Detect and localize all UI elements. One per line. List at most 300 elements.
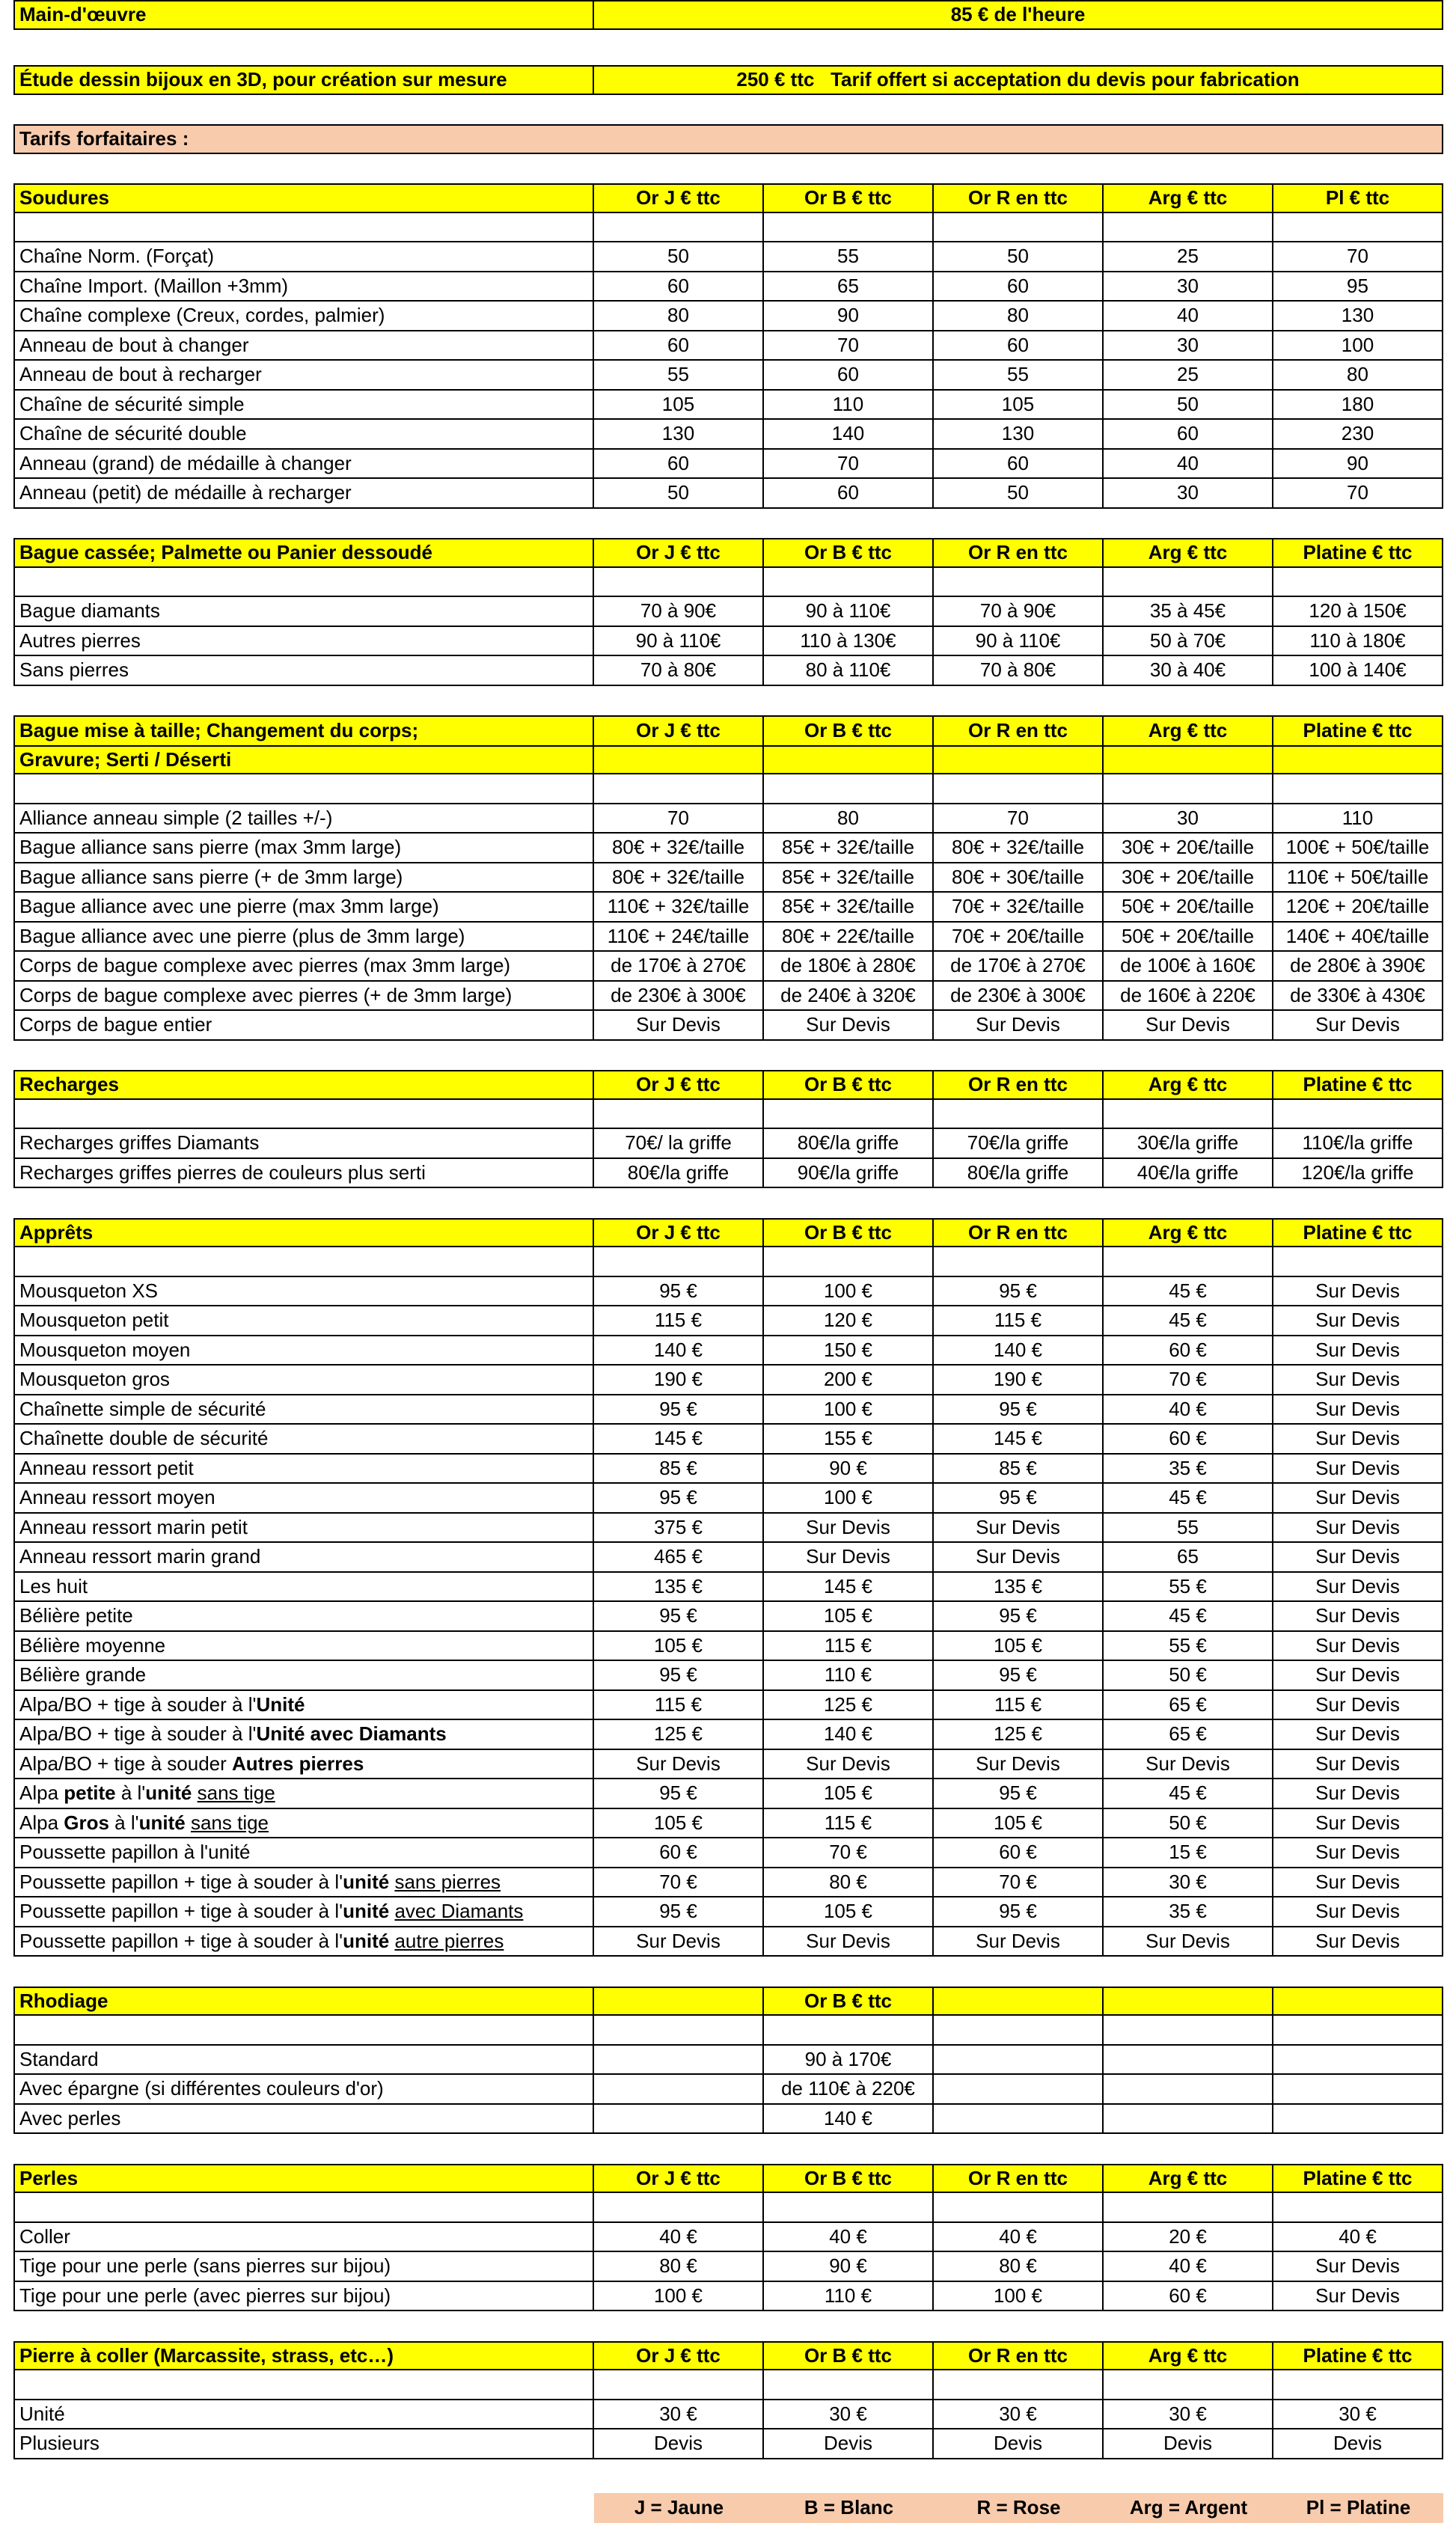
section-header-apprets bbox=[13, 1218, 1443, 1248]
price-cell: Sur Devis bbox=[1273, 1573, 1443, 1603]
row-label: Alliance anneau simple (2 tailles +/-) bbox=[13, 804, 594, 834]
price-cell: Sur Devis bbox=[764, 1011, 934, 1041]
table-row bbox=[13, 1573, 1443, 1603]
price-cell: 80 € bbox=[764, 1868, 934, 1898]
label-part: Alpa/BO + tige à souder à l' bbox=[19, 1692, 257, 1716]
price-cell: 60 € bbox=[1104, 1425, 1273, 1455]
price-cell: 30 € bbox=[1104, 2400, 1273, 2430]
price-cell: 95 € bbox=[934, 1897, 1104, 1927]
price-cell: 90 bbox=[1273, 450, 1443, 480]
price-cell: 40 bbox=[1104, 450, 1273, 480]
price-cell: 95 € bbox=[934, 1602, 1104, 1632]
empty-cell bbox=[764, 213, 934, 243]
row-label: Mousqueton moyen bbox=[13, 1336, 594, 1366]
price-cell: 70 € bbox=[934, 1868, 1104, 1898]
price-cell: 80€/la griffe bbox=[934, 1159, 1104, 1189]
row-label: Poussette papillon à l'unité bbox=[13, 1838, 594, 1868]
price-cell: 40 € bbox=[1104, 2252, 1273, 2282]
price-cell: 80 à 110€ bbox=[764, 656, 934, 686]
row-label: Bague alliance sans pierre (max 3mm large) bbox=[13, 834, 594, 863]
price-cell: 130 bbox=[934, 420, 1104, 450]
price-cell: 230 bbox=[1273, 420, 1443, 450]
price-cell: 465 € bbox=[594, 1543, 764, 1573]
price-cell: 45 € bbox=[1104, 1484, 1273, 1514]
price-cell: 40 € bbox=[934, 2223, 1104, 2253]
section-header-bague-cassee bbox=[13, 538, 1443, 568]
table-row bbox=[13, 1750, 1443, 1780]
column-header: Or J € ttc bbox=[594, 2341, 764, 2371]
price-cell: 65 € bbox=[1104, 1720, 1273, 1750]
price-cell: 30€ + 20€/taille bbox=[1104, 863, 1273, 893]
empty-cell bbox=[13, 1247, 594, 1277]
row-label: Anneau (grand) de médaille à changer bbox=[13, 450, 594, 480]
row-label: Standard bbox=[13, 2046, 594, 2076]
price-cell: 140 € bbox=[594, 1336, 764, 1366]
row-label: Mousqueton petit bbox=[13, 1306, 594, 1336]
price-cell: Sur Devis bbox=[1273, 1750, 1443, 1780]
column-header: Arg € ttc bbox=[1104, 1218, 1273, 1248]
price-cell: 50 bbox=[934, 242, 1104, 272]
price-cell: 55 € bbox=[1104, 1632, 1273, 1662]
price-cell: 70 à 90€ bbox=[594, 597, 764, 627]
section-header-rhodiage bbox=[13, 1987, 1443, 2016]
empty-cell bbox=[1104, 568, 1273, 598]
empty-cell bbox=[1273, 1100, 1443, 1130]
price-cell: 100 à 140€ bbox=[1273, 656, 1443, 686]
label-part: Autres pierres bbox=[232, 1752, 364, 1775]
row-label: Mousqueton XS bbox=[13, 1277, 594, 1307]
table-row bbox=[13, 391, 1443, 420]
empty-cell bbox=[1273, 213, 1443, 243]
empty-cell bbox=[1273, 568, 1443, 598]
price-cell: 85 € bbox=[594, 1455, 764, 1484]
price-cell: 65 bbox=[1104, 1543, 1273, 1573]
row-label bbox=[13, 1927, 594, 1957]
row-label: Plusieurs bbox=[13, 2429, 594, 2459]
price-cell: de 230€ à 300€ bbox=[594, 982, 764, 1012]
price-cell: 50€ + 20€/taille bbox=[1104, 923, 1273, 952]
price-cell: 145 € bbox=[594, 1425, 764, 1455]
price-cell: 95 € bbox=[594, 1897, 764, 1927]
label-part bbox=[389, 1871, 394, 1894]
price-cell bbox=[1273, 2075, 1443, 2105]
price-cell: 80€ + 32€/taille bbox=[934, 834, 1104, 863]
column-header: Or J € ttc bbox=[594, 183, 764, 213]
flat-rates-row bbox=[13, 124, 1443, 154]
price-cell: 120 à 150€ bbox=[1273, 597, 1443, 627]
column-header bbox=[934, 1987, 1104, 2016]
price-cell: 115 € bbox=[764, 1809, 934, 1839]
price-cell: 60 € bbox=[934, 1838, 1104, 1868]
row-label: Anneau ressort petit bbox=[13, 1455, 594, 1484]
price-cell: 115 € bbox=[594, 1306, 764, 1336]
price-cell bbox=[1273, 2105, 1443, 2135]
price-cell: Sur Devis bbox=[1273, 1838, 1443, 1868]
price-cell: 110 € bbox=[764, 2282, 934, 2312]
row-label bbox=[13, 1897, 594, 1927]
price-cell: 50 bbox=[594, 479, 764, 509]
price-cell: 180 bbox=[1273, 391, 1443, 420]
price-cell: 95 € bbox=[934, 1395, 1104, 1425]
table-row bbox=[13, 863, 1443, 893]
column-header bbox=[764, 745, 934, 775]
label-part bbox=[192, 1782, 197, 1805]
section-title: Recharges bbox=[13, 1070, 594, 1100]
table-row bbox=[13, 2282, 1443, 2312]
price-cell: Sur Devis bbox=[1273, 1425, 1443, 1455]
table-row bbox=[13, 2223, 1443, 2253]
price-cell: de 170€ à 270€ bbox=[594, 952, 764, 982]
table-row bbox=[13, 1011, 1443, 1041]
table-row bbox=[13, 242, 1443, 272]
flat-rates-title: Tarifs forfaitaires : bbox=[13, 124, 1443, 154]
label-part: sans pierres bbox=[394, 1870, 501, 1893]
price-cell: 25 bbox=[1104, 361, 1273, 391]
price-cell: Sur Devis bbox=[1273, 1720, 1443, 1750]
price-cell: 95 € bbox=[594, 1277, 764, 1307]
price-cell: de 280€ à 390€ bbox=[1273, 952, 1443, 982]
price-cell: 70 à 80€ bbox=[934, 656, 1104, 686]
spacer-row bbox=[13, 1100, 1443, 1130]
price-cell: Sur Devis bbox=[1273, 1661, 1443, 1691]
table-row bbox=[13, 1514, 1443, 1544]
table-row bbox=[13, 1159, 1443, 1189]
labor-value: 85 € de l'heure bbox=[594, 0, 1443, 30]
price-cell: 15 € bbox=[1104, 1838, 1273, 1868]
empty-cell bbox=[13, 568, 594, 598]
price-cell: 70 à 80€ bbox=[594, 656, 764, 686]
empty-cell bbox=[1273, 2370, 1443, 2400]
price-cell: 120€/la griffe bbox=[1273, 1159, 1443, 1189]
label-part: autre pierres bbox=[394, 1929, 504, 1952]
price-cell: 110 bbox=[764, 391, 934, 420]
price-cell: 100 bbox=[1273, 331, 1443, 361]
label-part: unité bbox=[343, 1900, 390, 1923]
table-row bbox=[13, 2105, 1443, 2135]
price-cell: 110€ + 50€/taille bbox=[1273, 863, 1443, 893]
price-cell: 40 bbox=[1104, 302, 1273, 331]
price-cell: 70 bbox=[1273, 479, 1443, 509]
row-label: Bague diamants bbox=[13, 597, 594, 627]
empty-cell bbox=[1273, 1247, 1443, 1277]
empty-cell bbox=[13, 2016, 594, 2046]
legend-blanc: B = Blanc bbox=[764, 2493, 934, 2523]
empty-cell bbox=[764, 568, 934, 598]
table-row bbox=[13, 1838, 1443, 1868]
row-label: Anneau de bout à changer bbox=[13, 331, 594, 361]
price-cell: 140€ + 40€/taille bbox=[1273, 923, 1443, 952]
column-header: Arg € ttc bbox=[1104, 2341, 1273, 2371]
table-row bbox=[13, 1455, 1443, 1484]
price-cell: Sur Devis bbox=[1273, 1455, 1443, 1484]
price-cell: Sur Devis bbox=[1273, 1543, 1443, 1573]
table-row bbox=[13, 331, 1443, 361]
price-cell: 60 bbox=[594, 331, 764, 361]
column-header: Or B € ttc bbox=[764, 1218, 934, 1248]
section-title: Bague mise à taille; Changement du corps; bbox=[13, 715, 594, 745]
price-cell: Devis bbox=[764, 2429, 934, 2459]
price-cell: 130 bbox=[1273, 302, 1443, 331]
table-row bbox=[13, 982, 1443, 1012]
table-row bbox=[13, 2075, 1443, 2105]
row-label: Coller bbox=[13, 2223, 594, 2253]
column-header: Arg € ttc bbox=[1104, 1070, 1273, 1100]
row-label: Anneau (petit) de médaille à recharger bbox=[13, 479, 594, 509]
price-cell: 110€/la griffe bbox=[1273, 1129, 1443, 1159]
label-part bbox=[389, 1930, 394, 1953]
price-cell: 120€ + 20€/taille bbox=[1273, 893, 1443, 923]
row-label bbox=[13, 1720, 594, 1750]
empty-cell bbox=[934, 774, 1104, 804]
column-header: Arg € ttc bbox=[1104, 183, 1273, 213]
price-cell: 50 bbox=[1104, 391, 1273, 420]
table-row bbox=[13, 1661, 1443, 1691]
empty-cell bbox=[1104, 774, 1273, 804]
row-label: Anneau de bout à recharger bbox=[13, 361, 594, 391]
price-cell: Sur Devis bbox=[1273, 1395, 1443, 1425]
table-row bbox=[13, 479, 1443, 509]
price-cell bbox=[594, 2105, 764, 2135]
empty-cell bbox=[934, 2370, 1104, 2400]
empty-cell bbox=[934, 213, 1104, 243]
column-header: Or B € ttc bbox=[764, 538, 934, 568]
table-row bbox=[13, 302, 1443, 331]
empty-cell bbox=[764, 2016, 934, 2046]
column-header: Or J € ttc bbox=[594, 1218, 764, 1248]
price-cell: 80€ + 32€/taille bbox=[594, 834, 764, 863]
price-cell: 155 € bbox=[764, 1425, 934, 1455]
price-cell: Devis bbox=[934, 2429, 1104, 2459]
row-label: Unité bbox=[13, 2400, 594, 2430]
price-cell: 45 € bbox=[1104, 1277, 1273, 1307]
labor-row bbox=[13, 0, 1443, 30]
price-cell: 85€ + 32€/taille bbox=[764, 863, 934, 893]
price-cell: de 180€ à 280€ bbox=[764, 952, 934, 982]
empty-cell bbox=[1104, 2370, 1273, 2400]
column-header: Platine € ttc bbox=[1273, 1070, 1443, 1100]
column-header: Or R en ttc bbox=[934, 2341, 1104, 2371]
price-cell: 50 à 70€ bbox=[1104, 627, 1273, 657]
price-cell: 125 € bbox=[594, 1720, 764, 1750]
price-cell: 60 bbox=[594, 272, 764, 302]
price-cell: 80 bbox=[934, 302, 1104, 331]
price-cell: 45 € bbox=[1104, 1602, 1273, 1632]
column-header: Platine € ttc bbox=[1273, 538, 1443, 568]
price-cell: Sur Devis bbox=[934, 1011, 1104, 1041]
column-header bbox=[934, 745, 1104, 775]
price-cell: 100 € bbox=[594, 2282, 764, 2312]
label-part: avec Diamants bbox=[394, 1900, 524, 1923]
price-cell: 120 € bbox=[764, 1306, 934, 1336]
row-label: Les huit bbox=[13, 1573, 594, 1603]
price-cell: 80€ + 30€/taille bbox=[934, 863, 1104, 893]
price-cell: 100 € bbox=[764, 1484, 934, 1514]
price-cell: 105 € bbox=[764, 1602, 934, 1632]
price-cell: 50 bbox=[594, 242, 764, 272]
label-part: Alpa/BO + tige à souder à l' bbox=[19, 1722, 257, 1746]
price-cell: Sur Devis bbox=[934, 1750, 1104, 1780]
row-label: Tige pour une perle (sans pierres sur bijou) bbox=[13, 2252, 594, 2282]
column-header: Or R en ttc bbox=[934, 1070, 1104, 1100]
table-row bbox=[13, 804, 1443, 834]
price-cell: 55 bbox=[1104, 1514, 1273, 1544]
empty-cell bbox=[934, 2016, 1104, 2046]
price-cell: 30 € bbox=[764, 2400, 934, 2430]
label-part: Unité bbox=[256, 1692, 305, 1716]
row-label: Chaîne Norm. (Forçat) bbox=[13, 242, 594, 272]
price-cell: 140 € bbox=[934, 1336, 1104, 1366]
price-cell: de 230€ à 300€ bbox=[934, 982, 1104, 1012]
column-header: Or B € ttc bbox=[764, 1987, 934, 2016]
price-cell: 105 € bbox=[594, 1809, 764, 1839]
row-label: Avec perles bbox=[13, 2105, 594, 2135]
section-title: Gravure; Serti / Déserti bbox=[13, 745, 594, 775]
column-header bbox=[1104, 745, 1273, 775]
price-cell: 85€ + 32€/taille bbox=[764, 893, 934, 923]
empty-cell bbox=[1273, 2193, 1443, 2223]
label-part: Alpa bbox=[19, 1782, 64, 1805]
table-row bbox=[13, 361, 1443, 391]
price-cell: 30€ + 20€/taille bbox=[1104, 834, 1273, 863]
table-row bbox=[13, 1691, 1443, 1721]
price-cell: Sur Devis bbox=[1273, 1336, 1443, 1366]
label-part: Poussette papillon + tige à souder à l' bbox=[19, 1900, 343, 1923]
row-label: Corps de bague complexe avec pierres (+ de 3mm large) bbox=[13, 982, 594, 1012]
price-cell: 125 € bbox=[764, 1691, 934, 1721]
table-row bbox=[13, 2400, 1443, 2430]
table-row bbox=[13, 1632, 1443, 1662]
price-cell: 90 bbox=[764, 302, 934, 331]
price-cell: 90 à 110€ bbox=[764, 597, 934, 627]
price-cell: 70 € bbox=[764, 1838, 934, 1868]
price-cell: Sur Devis bbox=[1273, 1484, 1443, 1514]
column-header: Or R en ttc bbox=[934, 538, 1104, 568]
price-cell: 30 € bbox=[594, 2400, 764, 2430]
section-title: Perles bbox=[13, 2164, 594, 2194]
row-label: Chaîne de sécurité simple bbox=[13, 391, 594, 420]
empty-cell bbox=[934, 2193, 1104, 2223]
row-label: Bague alliance avec une pierre (max 3mm large) bbox=[13, 893, 594, 923]
price-cell: 70 bbox=[1273, 242, 1443, 272]
empty-cell bbox=[13, 2193, 594, 2223]
price-cell: Sur Devis bbox=[1273, 1691, 1443, 1721]
price-cell: 85€ + 32€/taille bbox=[764, 834, 934, 863]
legend-row bbox=[594, 2493, 1443, 2523]
row-label bbox=[13, 1691, 594, 1721]
table-row bbox=[13, 1868, 1443, 1898]
empty-cell bbox=[13, 213, 594, 243]
price-cell: 105 € bbox=[594, 1632, 764, 1662]
price-cell: Sur Devis bbox=[1104, 1750, 1273, 1780]
column-header: Pl € ttc bbox=[1273, 183, 1443, 213]
price-cell: 95 bbox=[1273, 272, 1443, 302]
price-cell: Devis bbox=[1273, 2429, 1443, 2459]
empty-cell bbox=[594, 1100, 764, 1130]
label-part: sans tige bbox=[197, 1782, 275, 1805]
row-label: Chaînette double de sécurité bbox=[13, 1425, 594, 1455]
price-cell: 90 à 110€ bbox=[934, 627, 1104, 657]
column-header bbox=[594, 1987, 764, 2016]
empty-cell bbox=[13, 774, 594, 804]
empty-cell bbox=[594, 1247, 764, 1277]
legend-argent: Arg = Argent bbox=[1104, 2493, 1273, 2523]
table-row bbox=[13, 1366, 1443, 1395]
price-cell: 190 € bbox=[594, 1366, 764, 1395]
price-cell: Sur Devis bbox=[1273, 1366, 1443, 1395]
column-header: Platine € ttc bbox=[1273, 2164, 1443, 2194]
price-cell: Sur Devis bbox=[1104, 1011, 1273, 1041]
table-row bbox=[13, 272, 1443, 302]
table-row bbox=[13, 1602, 1443, 1632]
price-cell: 45 € bbox=[1104, 1779, 1273, 1809]
legend-platine: Pl = Platine bbox=[1273, 2493, 1443, 2523]
price-cell: 65 € bbox=[1104, 1691, 1273, 1721]
price-cell: 105 bbox=[594, 391, 764, 420]
price-cell: 55 bbox=[934, 361, 1104, 391]
empty-cell bbox=[1273, 774, 1443, 804]
label-part: unité bbox=[138, 1811, 186, 1834]
price-cell: 35 € bbox=[1104, 1455, 1273, 1484]
price-cell: Sur Devis bbox=[594, 1011, 764, 1041]
price-cell: 60 bbox=[934, 331, 1104, 361]
row-label: Chaîne Import. (Maillon +3mm) bbox=[13, 272, 594, 302]
price-cell: 115 € bbox=[764, 1632, 934, 1662]
empty-cell bbox=[594, 774, 764, 804]
price-cell: 40 € bbox=[1273, 2223, 1443, 2253]
price-cell: 30 € bbox=[934, 2400, 1104, 2430]
labor-label: Main-d'œuvre bbox=[13, 0, 594, 30]
empty-cell bbox=[934, 1100, 1104, 1130]
price-cell: 60 bbox=[764, 361, 934, 391]
price-cell: 70 bbox=[764, 450, 934, 480]
spacer-row bbox=[13, 213, 1443, 243]
table-row bbox=[13, 952, 1443, 982]
spacer-row bbox=[13, 2016, 1443, 2046]
column-header: Or B € ttc bbox=[764, 183, 934, 213]
price-cell: 110 à 180€ bbox=[1273, 627, 1443, 657]
price-cell: 90 € bbox=[764, 1455, 934, 1484]
column-header: Or R en ttc bbox=[934, 1218, 1104, 1248]
label-part: unité bbox=[343, 1870, 390, 1893]
price-cell: 35 € bbox=[1104, 1897, 1273, 1927]
spacer-row bbox=[13, 774, 1443, 804]
price-cell: 60 € bbox=[1104, 1336, 1273, 1366]
price-cell: Sur Devis bbox=[1273, 2252, 1443, 2282]
label-part: Unité avec Diamants bbox=[256, 1722, 447, 1746]
price-cell: 60 € bbox=[1104, 2282, 1273, 2312]
column-header: Or B € ttc bbox=[764, 2164, 934, 2194]
section-header-bague-taille bbox=[13, 715, 1443, 745]
price-cell bbox=[594, 2046, 764, 2076]
price-cell: Devis bbox=[594, 2429, 764, 2459]
row-label: Tige pour une perle (avec pierres sur bijou) bbox=[13, 2282, 594, 2312]
column-header: Or B € ttc bbox=[764, 2341, 934, 2371]
table-row bbox=[13, 1277, 1443, 1307]
section-title: Rhodiage bbox=[13, 1987, 594, 2016]
empty-cell bbox=[1104, 1247, 1273, 1277]
price-cell: 40 € bbox=[594, 2223, 764, 2253]
price-cell bbox=[1104, 2105, 1273, 2135]
column-header bbox=[1273, 745, 1443, 775]
column-header: Platine € ttc bbox=[1273, 1218, 1443, 1248]
row-label: Bélière moyenne bbox=[13, 1632, 594, 1662]
price-cell: Sur Devis bbox=[764, 1750, 934, 1780]
price-cell: 110€ + 24€/taille bbox=[594, 923, 764, 952]
price-cell: 105 € bbox=[764, 1897, 934, 1927]
price-cell: 190 € bbox=[934, 1366, 1104, 1395]
row-label bbox=[13, 1868, 594, 1898]
section-header-recharges bbox=[13, 1070, 1443, 1100]
